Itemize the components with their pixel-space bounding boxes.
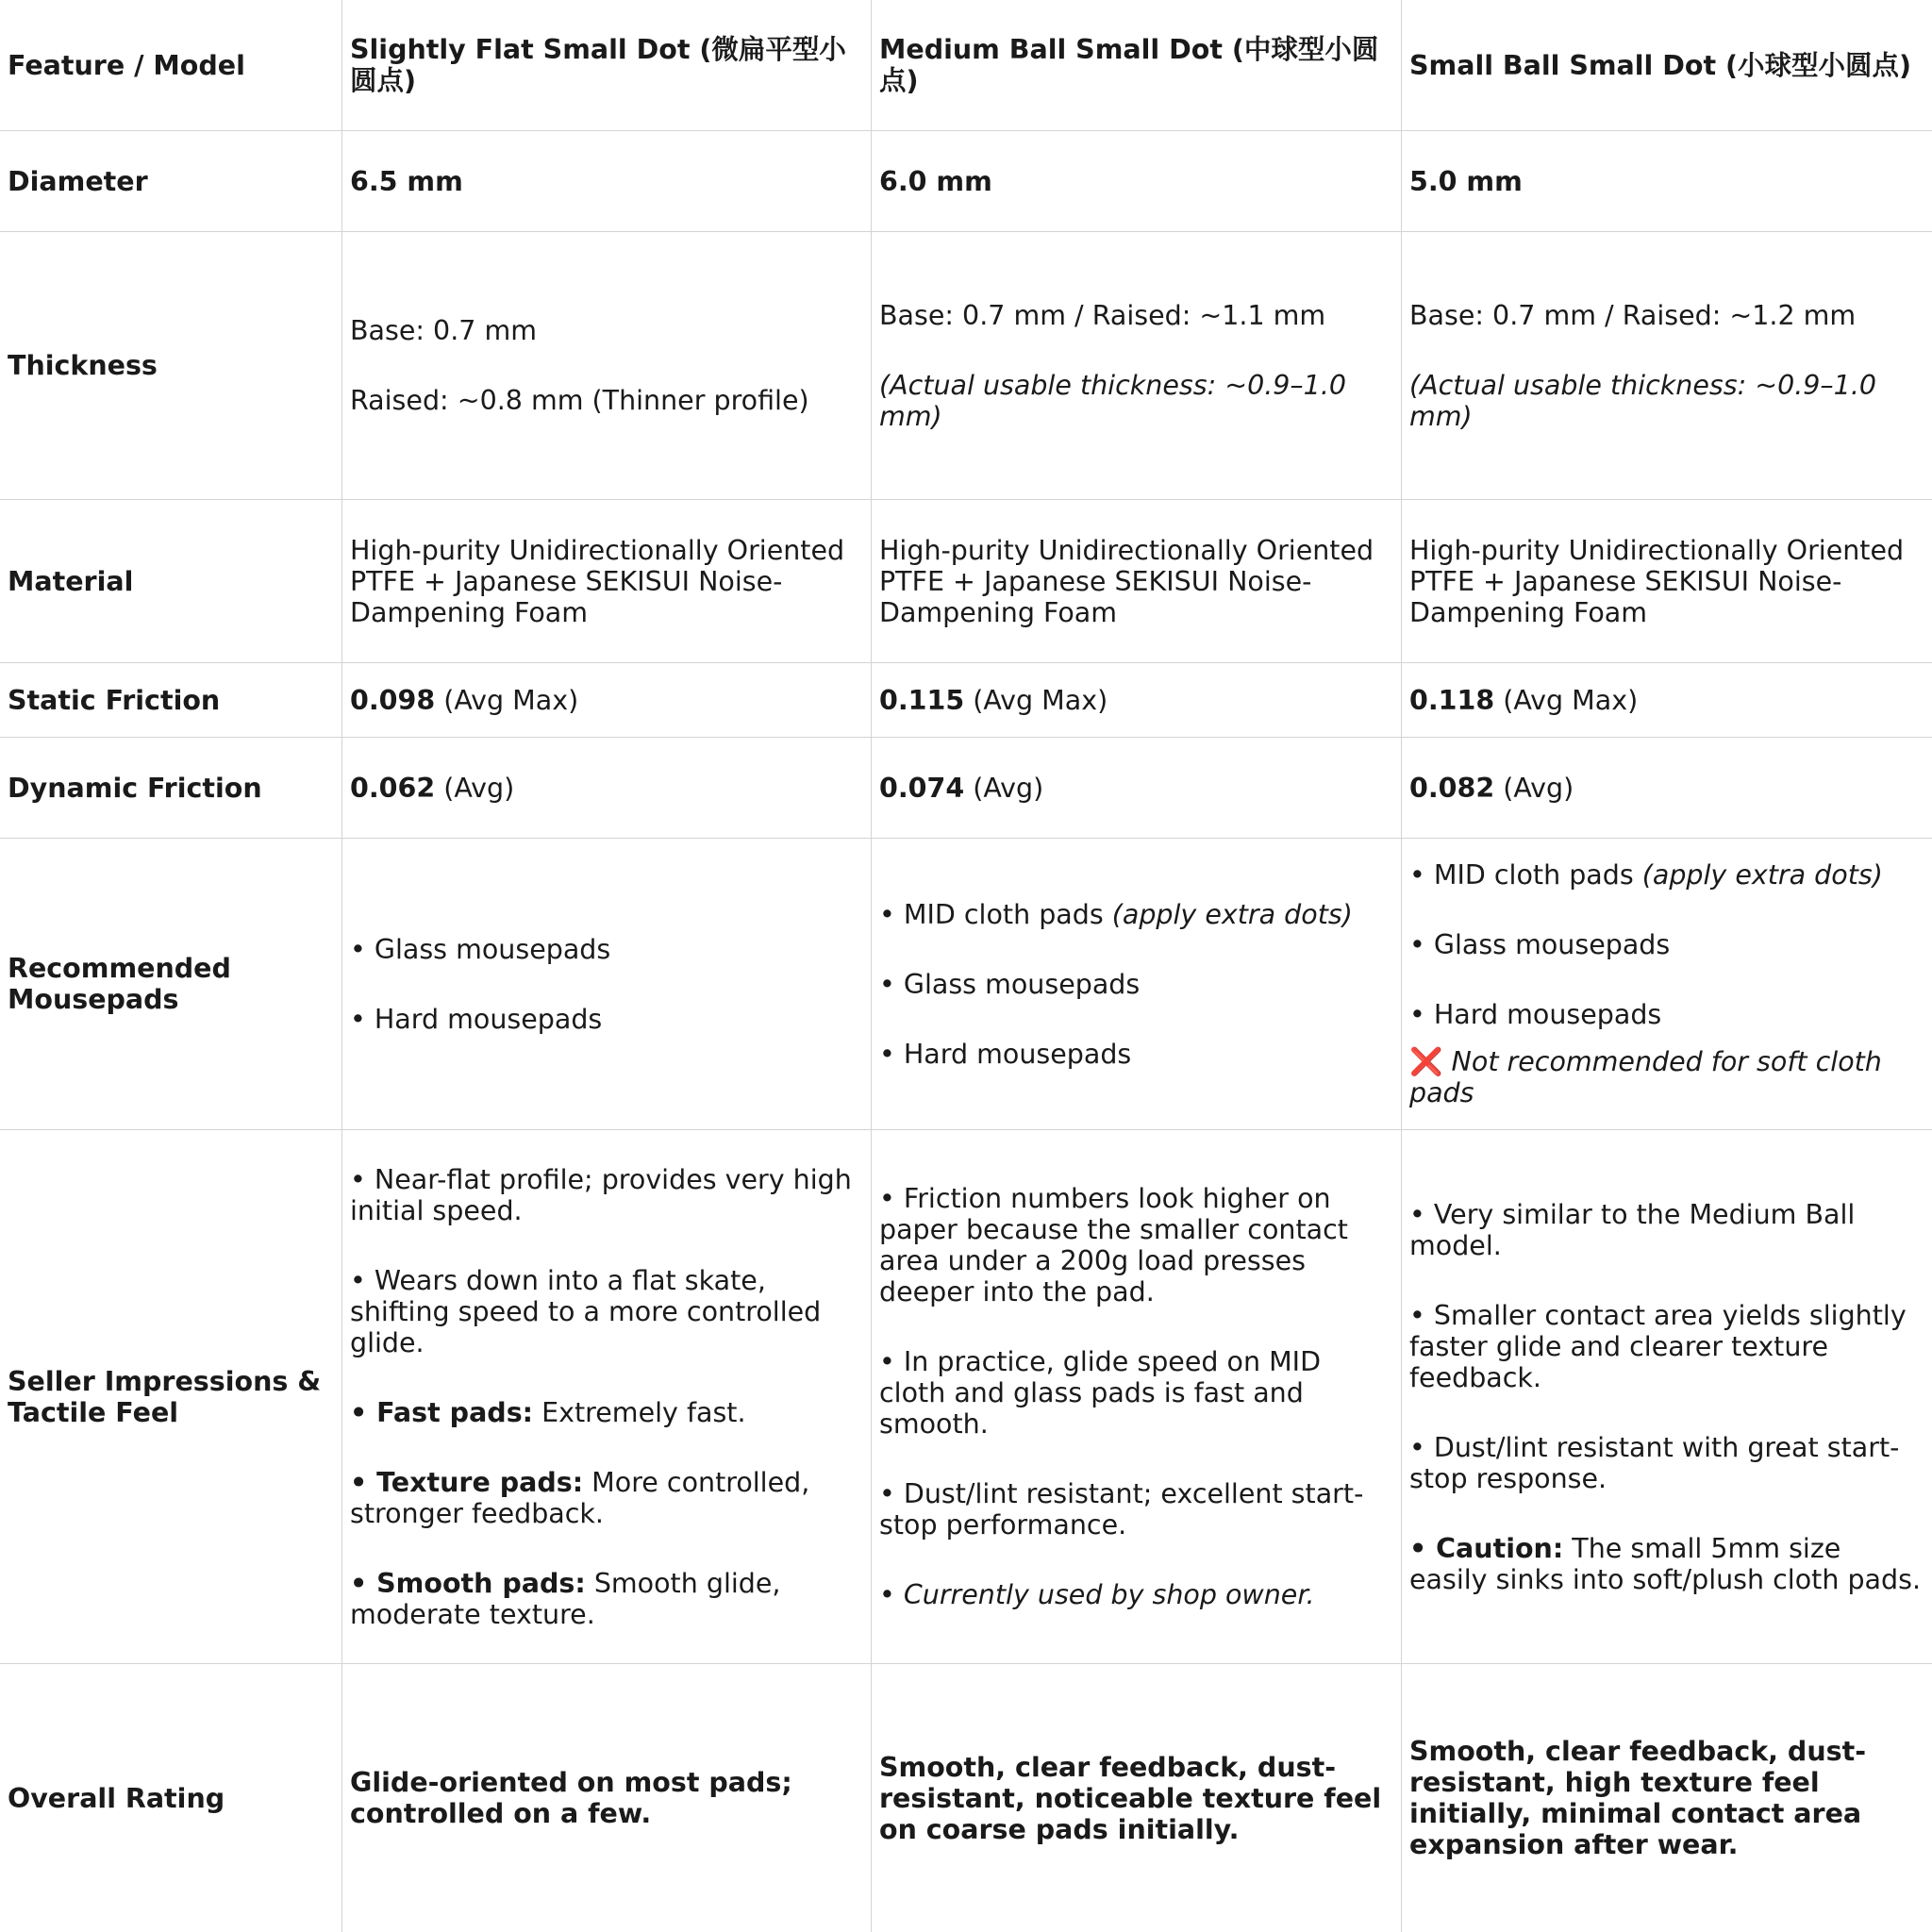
diameter-cell-3 xyxy=(1402,131,1932,231)
list-item-text: • MID cloth pads xyxy=(879,898,1112,930)
list-item: • Friction numbers look higher on paper because the smaller contact area under a 200g load presses deeper into the pad. xyxy=(879,1183,1348,1307)
list-item-label: • Smooth pads: xyxy=(350,1567,586,1599)
list-item-text: The small 5mm size easily sinks into soft/plush cloth pads. xyxy=(1409,1532,1922,1595)
mousepads-cell-3 xyxy=(1402,839,1932,1129)
list-item xyxy=(350,1568,863,1630)
rating-text: Smooth, clear feedback, dust-resistant, noticeable texture feel on coarse pads initially. xyxy=(879,1751,1382,1845)
thickness-cell-1 xyxy=(342,232,871,499)
header-model-1-label: Slightly Flat Small Dot (微扁平型小圆点) xyxy=(350,34,846,96)
list-item-label: • Caution: xyxy=(1409,1532,1564,1564)
diameter-value: 6.5 mm xyxy=(350,165,463,197)
row-label: Static Friction xyxy=(8,684,221,716)
list-item-label: • Fast pads: xyxy=(350,1396,534,1428)
material-cell-1 xyxy=(342,500,871,662)
header-model-1 xyxy=(342,0,871,130)
row-label-material xyxy=(0,500,341,662)
thickness-raised: Raised: ~0.8 mm (Thinner profile) xyxy=(350,385,809,416)
dynamic-friction-cell-3 xyxy=(1402,738,1932,838)
dynamic-friction-unit: (Avg) xyxy=(1494,772,1574,804)
list-item-text: • MID cloth pads xyxy=(1409,859,1642,891)
rating-cell-2 xyxy=(872,1664,1401,1932)
list-item: • Dust/lint resistant; excellent start-stop performance. xyxy=(879,1478,1364,1541)
thickness-base: Base: 0.7 mm / Raised: ~1.1 mm xyxy=(879,299,1326,331)
static-friction-unit: (Avg Max) xyxy=(964,684,1108,716)
list-item: • Dust/lint resistant with great start-stop response. xyxy=(1409,1431,1900,1494)
impressions-cell-3 xyxy=(1402,1130,1932,1663)
list-item-note: (apply extra dots) xyxy=(1641,859,1883,891)
dynamic-friction-value: 0.074 xyxy=(879,772,965,804)
row-label-mousepads xyxy=(0,839,341,1129)
list-item: • Glass mousepads xyxy=(350,933,611,965)
list-item xyxy=(350,1467,863,1529)
row-label: Seller Impressions & Tactile Feel xyxy=(8,1365,322,1428)
row-label-diameter xyxy=(0,131,341,231)
material-text: High-purity Unidirectionally Oriented PTFE + Japanese SEKISUI Noise-Dampening Foam xyxy=(1409,534,1905,628)
diameter-value: 5.0 mm xyxy=(1409,165,1523,197)
thickness-cell-2 xyxy=(872,232,1401,499)
header-model-3 xyxy=(1402,0,1932,130)
header-model-2-label: Medium Ball Small Dot (中球型小圆点) xyxy=(879,34,1379,96)
list-item: • Glass mousepads xyxy=(1409,929,1671,960)
list-item: • Hard mousepads xyxy=(1409,999,1662,1030)
rating-text: Smooth, clear feedback, dust-resistant, high texture feel initially, minimal contact area expansion after wear. xyxy=(1409,1736,1867,1860)
row-label: Thickness xyxy=(8,350,158,381)
mousepads-cell-2 xyxy=(872,839,1401,1129)
material-cell-2 xyxy=(872,500,1401,662)
header-model-2 xyxy=(872,0,1401,130)
warning-text: Not recommended for soft cloth pads xyxy=(1409,1046,1882,1108)
static-friction-cell-2 xyxy=(872,663,1401,737)
diameter-cell-2 xyxy=(872,131,1401,231)
static-friction-value: 0.115 xyxy=(879,684,965,716)
dynamic-friction-cell-1 xyxy=(342,738,871,838)
rating-cell-3 xyxy=(1402,1664,1932,1932)
list-item xyxy=(1409,1533,1924,1595)
header-feature-label: Feature / Model xyxy=(8,49,245,81)
static-friction-value: 0.098 xyxy=(350,684,436,716)
row-label: Diameter xyxy=(8,165,148,197)
impressions-cell-2 xyxy=(872,1130,1401,1663)
list-item: • Near-flat profile; provides very high initial speed. xyxy=(350,1163,852,1226)
list-item xyxy=(879,899,1393,930)
list-item-text: More controlled, stronger feedback. xyxy=(350,1466,810,1529)
static-friction-unit: (Avg Max) xyxy=(1494,684,1639,716)
list-item-text: Extremely fast. xyxy=(533,1396,746,1428)
list-item xyxy=(1409,859,1924,891)
dynamic-friction-cell-2 xyxy=(872,738,1401,838)
thickness-usable-note: (Actual usable thickness: ~0.9–1.0 mm) xyxy=(879,369,1347,432)
list-item: • Very similar to the Medium Ball model. xyxy=(1409,1198,1856,1261)
list-item xyxy=(879,1579,1393,1610)
row-label-impressions xyxy=(0,1130,341,1663)
list-item: • Hard mousepads xyxy=(350,1003,603,1035)
dynamic-friction-unit: (Avg) xyxy=(964,772,1044,804)
row-label: Recommended Mousepads xyxy=(8,953,231,1015)
header-model-3-label: Small Ball Small Dot (小球型小圆点) xyxy=(1409,49,1912,81)
thickness-usable-note: (Actual usable thickness: ~0.9–1.0 mm) xyxy=(1409,369,1877,432)
static-friction-cell-3 xyxy=(1402,663,1932,737)
rating-cell-1 xyxy=(342,1664,871,1932)
list-item-bullet: • xyxy=(879,1579,904,1610)
impressions-cell-1 xyxy=(342,1130,871,1663)
row-label: Material xyxy=(8,565,134,597)
rating-text: Glide-oriented on most pads; controlled on a few. xyxy=(350,1767,792,1829)
list-item-label: • Texture pads: xyxy=(350,1466,584,1498)
list-item: • Smaller contact area yields slightly faster glide and clearer texture feedback. xyxy=(1409,1299,1907,1393)
material-cell-3 xyxy=(1402,500,1932,662)
dynamic-friction-unit: (Avg) xyxy=(435,772,515,804)
list-item-text: Currently used by shop owner. xyxy=(903,1579,1315,1610)
header-feature xyxy=(0,0,341,130)
thickness-cell-3 xyxy=(1402,232,1932,499)
dynamic-friction-value: 0.082 xyxy=(1409,772,1495,804)
row-label-rating xyxy=(0,1664,341,1932)
row-label-static-friction xyxy=(0,663,341,737)
dynamic-friction-value: 0.062 xyxy=(350,772,436,804)
static-friction-unit: (Avg Max) xyxy=(435,684,579,716)
list-item: • Wears down into a flat skate, shifting speed to a more controlled glide. xyxy=(350,1264,822,1358)
list-item: • Glass mousepads xyxy=(879,968,1141,1000)
row-label-thickness xyxy=(0,232,341,499)
material-text: High-purity Unidirectionally Oriented PTFE + Japanese SEKISUI Noise-Dampening Foam xyxy=(879,534,1374,628)
diameter-cell-1 xyxy=(342,131,871,231)
list-item xyxy=(350,1397,863,1428)
static-friction-value: 0.118 xyxy=(1409,684,1495,716)
mousepads-cell-1 xyxy=(342,839,871,1129)
material-text: High-purity Unidirectionally Oriented PTFE + Japanese SEKISUI Noise-Dampening Foam xyxy=(350,534,845,628)
list-item-text: Smooth glide, moderate texture. xyxy=(350,1567,781,1630)
row-label-dynamic-friction xyxy=(0,738,341,838)
warning-note xyxy=(1409,1046,1924,1108)
static-friction-cell-1 xyxy=(342,663,871,737)
cross-mark-icon: ❌ xyxy=(1409,1046,1443,1077)
list-item: • Hard mousepads xyxy=(879,1038,1132,1070)
thickness-base: Base: 0.7 mm xyxy=(350,315,537,346)
thickness-base: Base: 0.7 mm / Raised: ~1.2 mm xyxy=(1409,299,1857,331)
list-item: • In practice, glide speed on MID cloth and glass pads is fast and smooth. xyxy=(879,1346,1322,1440)
row-label: Overall Rating xyxy=(8,1782,225,1814)
list-item-note: (apply extra dots) xyxy=(1111,898,1353,930)
diameter-value: 6.0 mm xyxy=(879,165,992,197)
row-label: Dynamic Friction xyxy=(8,772,262,804)
